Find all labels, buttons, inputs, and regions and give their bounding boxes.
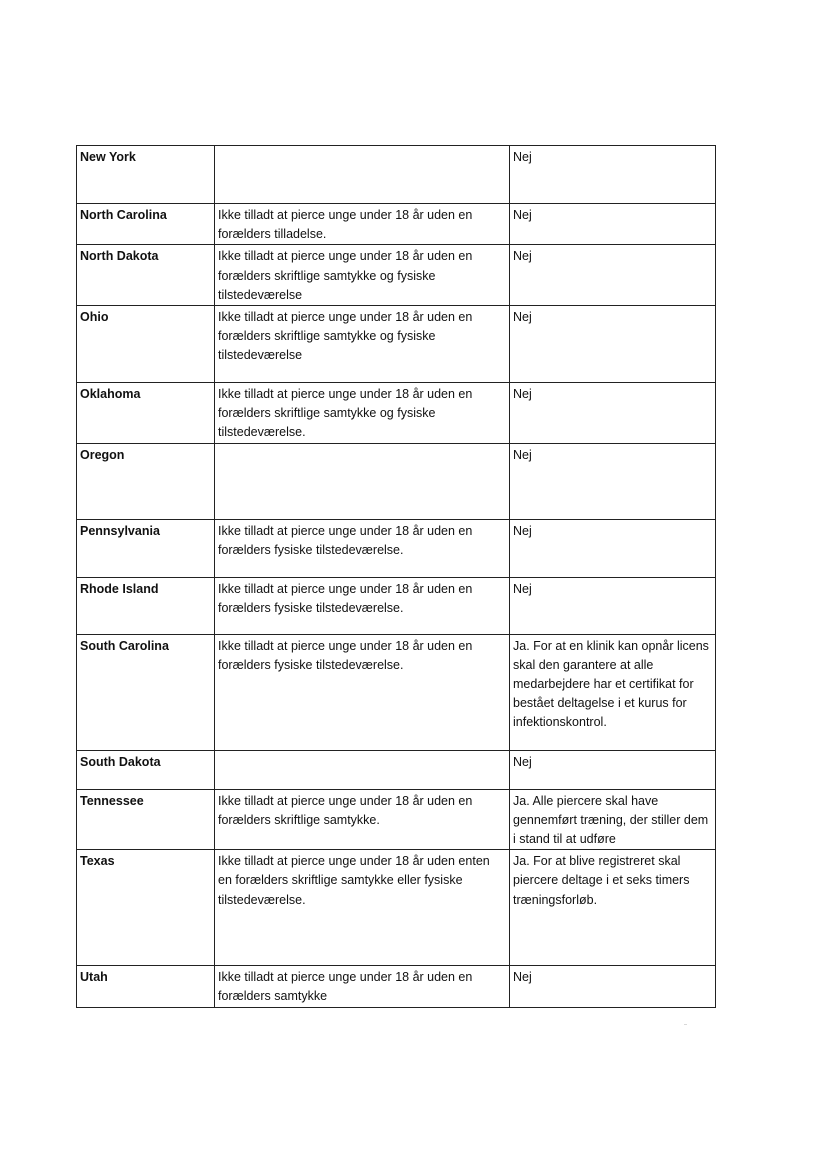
registration-cell: Nej (510, 966, 716, 1007)
registration-cell: Nej (510, 204, 716, 245)
table-row (77, 789, 716, 850)
table-row (77, 966, 716, 1007)
registration-cell: Ja. Alle piercere skal have gennemført træning, der stiller dem i stand til at udføre (510, 789, 716, 850)
rule-cell: Ikke tilladt at pierce unge under 18 år uden enten en forælders skriftlige samtykke eller fysiske tilstedeværelse. (215, 850, 510, 966)
state-cell: Utah (77, 966, 215, 1007)
registration-cell: Nej (510, 306, 716, 383)
state-cell: North Dakota (77, 245, 215, 306)
rule-cell: Ikke tilladt at pierce unge under 18 år uden en forælders samtykke (215, 966, 510, 1007)
state-cell: Tennessee (77, 789, 215, 850)
state-cell: Oklahoma (77, 383, 215, 444)
state-cell: Pennsylvania (77, 519, 215, 577)
registration-cell: Nej (510, 577, 716, 634)
rule-cell: Ikke tilladt at pierce unge under 18 år uden en forælders skriftlige samtykke og fysiske tilstedeværelse. (215, 383, 510, 444)
rule-cell: Ikke tilladt at pierce unge under 18 år uden en forælders fysiske tilstedeværelse. (215, 577, 510, 634)
state-cell: South Dakota (77, 750, 215, 789)
rule-cell: Ikke tilladt at pierce unge under 18 år uden en forælders tilladelse. (215, 204, 510, 245)
registration-cell: Nej (510, 146, 716, 204)
table-row (77, 146, 716, 204)
registration-cell: Nej (510, 383, 716, 444)
state-cell: North Carolina (77, 204, 215, 245)
rule-cell: Ikke tilladt at pierce unge under 18 år uden en forælders skriftlige samtykke. (215, 789, 510, 850)
table-row (77, 634, 716, 750)
rule-cell (215, 750, 510, 789)
rule-cell: Ikke tilladt at pierce unge under 18 år uden en forælders fysiske tilstedeværelse. (215, 634, 510, 750)
table-row (77, 443, 716, 519)
state-cell: South Carolina (77, 634, 215, 750)
rule-cell (215, 443, 510, 519)
table-row (77, 204, 716, 245)
registration-cell: Nej (510, 443, 716, 519)
table-row (77, 750, 716, 789)
rule-cell: Ikke tilladt at pierce unge under 18 år uden en forælders fysiske tilstedeværelse. (215, 519, 510, 577)
registration-cell: Nej (510, 245, 716, 306)
state-cell: New York (77, 146, 215, 204)
rule-cell (215, 146, 510, 204)
registration-cell: Ja. For at blive registreret skal piercere deltage i et seks timers træningsforløb. (510, 850, 716, 966)
rule-cell: Ikke tilladt at pierce unge under 18 år uden en forælders skriftlige samtykke og fysiske tilstedeværelse (215, 306, 510, 383)
table-row (77, 245, 716, 306)
state-cell: Texas (77, 850, 215, 966)
table-row (77, 383, 716, 444)
rule-cell: Ikke tilladt at pierce unge under 18 år uden en forælders skriftlige samtykke og fysiske tilstedeværelse (215, 245, 510, 306)
table-row (77, 577, 716, 634)
table-row (77, 306, 716, 383)
registration-cell: Nej (510, 750, 716, 789)
state-cell: Rhode Island (77, 577, 215, 634)
state-regulations-table (76, 145, 716, 1008)
table-row (77, 850, 716, 966)
registration-cell: Nej (510, 519, 716, 577)
registration-cell: Ja. For at en klinik kan opnår licens skal den garantere at alle medarbejdere har et certifikat for bestået deltagelse i et kurus for infektionskontrol. (510, 634, 716, 750)
state-cell: Oregon (77, 443, 215, 519)
scan-speck (684, 1024, 687, 1025)
table-row (77, 519, 716, 577)
state-cell: Ohio (77, 306, 215, 383)
